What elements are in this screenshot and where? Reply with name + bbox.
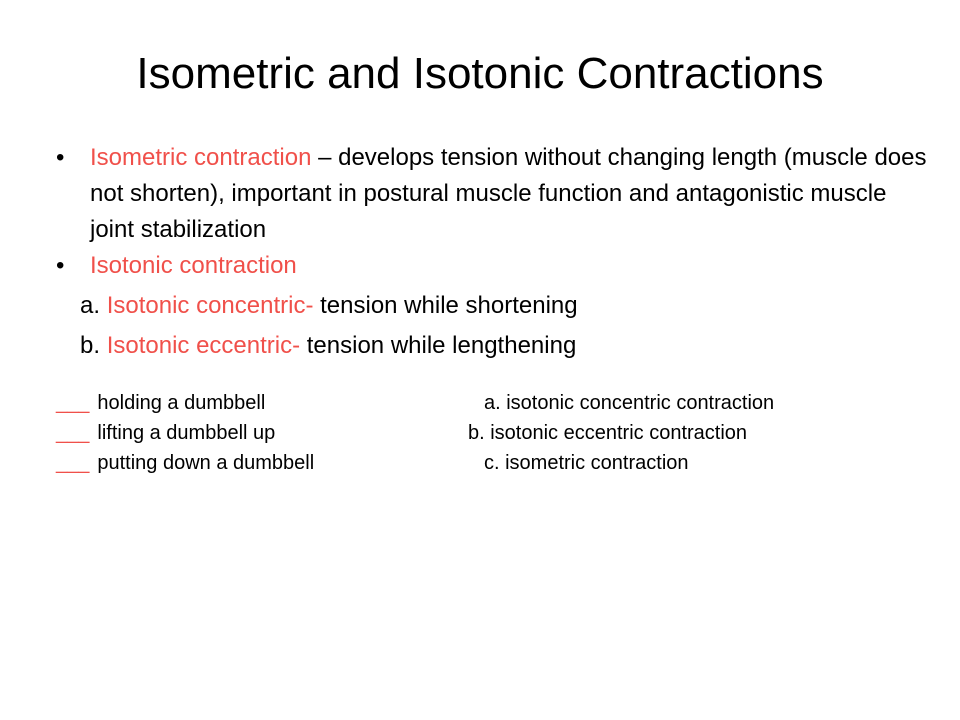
option-label: a. isotonic concentric contraction [484, 392, 775, 414]
bullet-dot-icon: • [56, 144, 65, 171]
answer-blank: ___ [56, 422, 90, 444]
sub-item-prefix: b. [80, 332, 107, 359]
sub-item-eccentric [56, 328, 936, 364]
answer-blank: ___ [56, 452, 90, 474]
answer-blank: ___ [56, 392, 90, 414]
isometric-term: Isometric contraction [90, 144, 312, 171]
bullet-isometric [56, 140, 936, 248]
isotonic-term: Isotonic contraction [90, 252, 297, 279]
eccentric-definition: tension while lengthening [300, 332, 577, 359]
matching-exercise [56, 388, 936, 478]
matching-row [56, 418, 936, 448]
activity-label: lifting a dumbbell up [97, 422, 276, 444]
sub-item-prefix: a. [80, 292, 107, 319]
concentric-definition: tension while shortening [313, 292, 578, 319]
bullet-list [56, 140, 936, 364]
sub-item-concentric [56, 288, 936, 324]
eccentric-term: Isotonic eccentric- [106, 332, 301, 359]
isometric-definition: – develops tension without changing length (muscle does not shorten), important in postural muscle function and antagonistic muscle joint stabilization [90, 144, 927, 243]
concentric-term: Isotonic concentric- [106, 292, 314, 319]
bullet-isotonic [56, 248, 936, 284]
activity-label: holding a dumbbell [97, 392, 266, 414]
slide-title: Isometric and Isotonic Contractions [136, 49, 824, 98]
activity-label: putting down a dumbbell [97, 452, 315, 474]
option-label: c. isometric contraction [484, 452, 689, 474]
matching-row [56, 388, 936, 418]
matching-row [56, 448, 936, 478]
bullet-dot-icon: • [56, 252, 65, 279]
option-label: b. isotonic eccentric contraction [468, 422, 748, 444]
